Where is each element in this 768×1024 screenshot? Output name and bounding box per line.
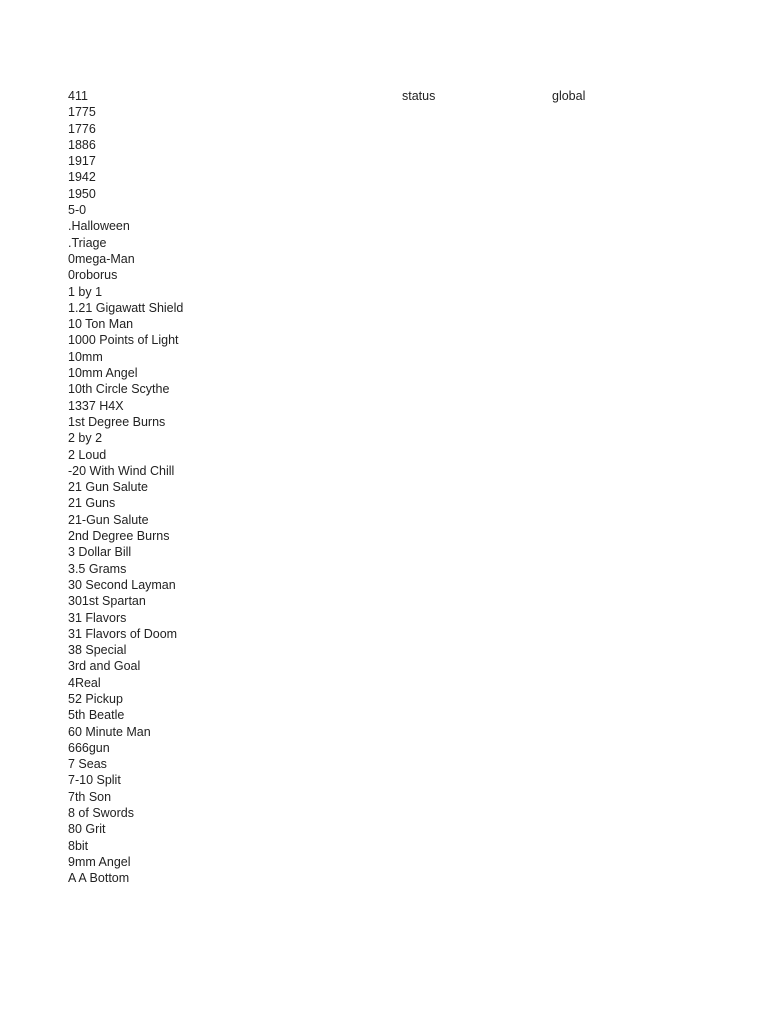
list-item: 1917 <box>68 154 96 169</box>
list-item: 1775 <box>68 105 96 120</box>
list-item: 10th Circle Scythe <box>68 382 170 397</box>
list-item: 10mm Angel <box>68 366 138 381</box>
list-item: 80 Grit <box>68 822 106 837</box>
list-item: 31 Flavors of Doom <box>68 626 178 641</box>
list-item: 21 Guns <box>68 496 116 511</box>
list-item: 31 Flavors <box>68 610 127 625</box>
list-item: 1942 <box>68 170 96 185</box>
list-item: 0roborus <box>68 268 118 283</box>
list-item: 2 by 2 <box>68 431 103 446</box>
list-item: 60 Minute Man <box>68 724 151 739</box>
list-item: 38 Special <box>68 643 127 658</box>
list-item: 1950 <box>68 186 96 201</box>
list-item: 10mm <box>68 349 103 364</box>
list-item: .Triage <box>68 235 107 250</box>
list-item: 3.5 Grams <box>68 561 127 576</box>
list-item: 666gun <box>68 740 110 755</box>
list-item: 7th Son <box>68 789 112 804</box>
list-item: 21-Gun Salute <box>68 512 149 527</box>
list-item: 7-10 Split <box>68 773 121 788</box>
list-item: 8 of Swords <box>68 806 135 821</box>
name-list <box>68 104 183 886</box>
list-item: 1000 Points of Light <box>68 333 179 348</box>
list-item: -20 With Wind Chill <box>68 463 175 478</box>
list-item: 4Real <box>68 675 101 690</box>
list-item: 30 Second Layman <box>68 577 176 592</box>
header-cell-name: 411 <box>68 89 88 103</box>
list-item: 301st Spartan <box>68 594 146 609</box>
list-item: 1337 H4X <box>68 398 124 413</box>
header-cell-global: global <box>552 89 586 103</box>
list-item: 3rd and Goal <box>68 659 141 674</box>
list-item: 1776 <box>68 121 96 136</box>
header-cell-status: status <box>402 89 436 103</box>
list-item: 5-0 <box>68 203 87 218</box>
list-item: A A Bottom <box>68 871 130 886</box>
list-item: 1st Degree Burns <box>68 414 166 429</box>
list-item: 10 Ton Man <box>68 317 134 332</box>
list-item: 2nd Degree Burns <box>68 529 170 544</box>
header-row <box>68 88 708 104</box>
list-item: .Halloween <box>68 219 130 234</box>
list-item: 9mm Angel <box>68 854 131 869</box>
list-item: 52 Pickup <box>68 691 123 706</box>
list-item: 3 Dollar Bill <box>68 545 132 560</box>
list-item: 21 Gun Salute <box>68 480 148 495</box>
list-item: 1.21 Gigawatt Shield <box>68 300 184 315</box>
list-item: 5th Beatle <box>68 708 125 723</box>
list-item: 8bit <box>68 838 89 853</box>
list-item: 1886 <box>68 137 96 152</box>
list-item: 1 by 1 <box>68 284 103 299</box>
list-item: 0mega-Man <box>68 251 135 266</box>
list-item: 7 Seas <box>68 757 107 772</box>
list-item: 2 Loud <box>68 447 107 462</box>
